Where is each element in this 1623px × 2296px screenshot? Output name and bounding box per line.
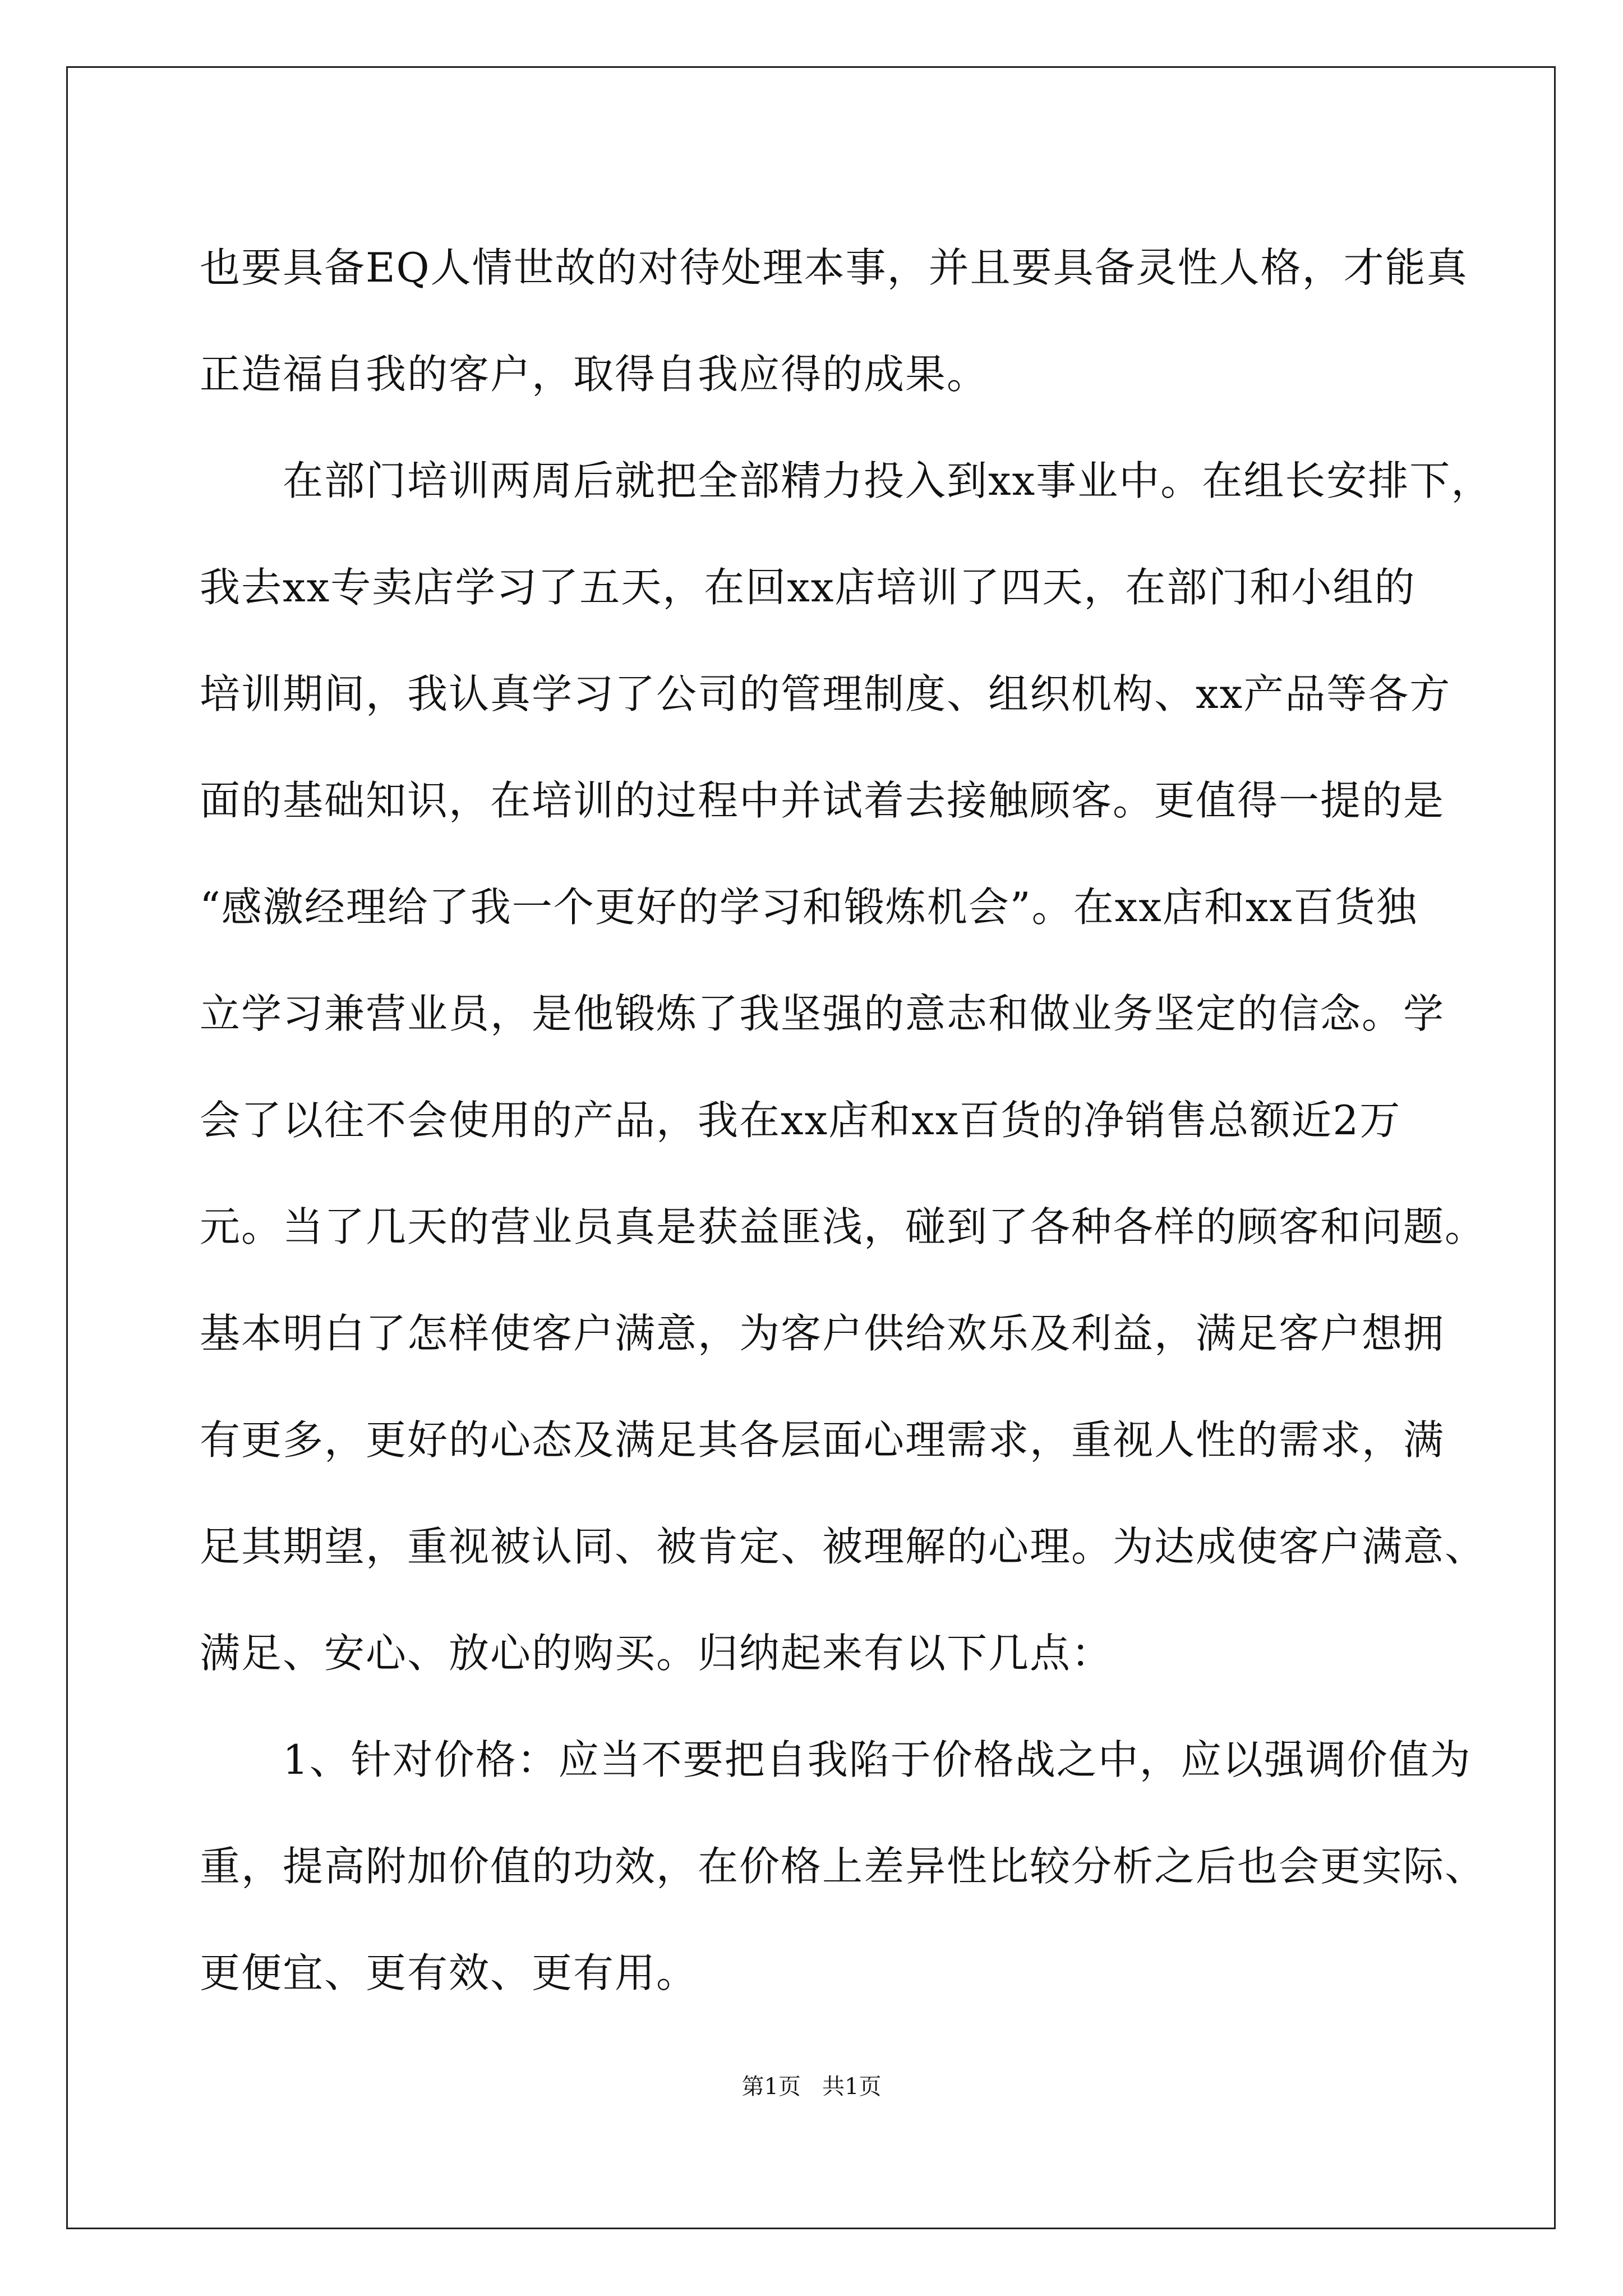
page-number: 第1页 共1页 — [741, 2074, 882, 2100]
text-line: 面的基础知识，在培训的过程中并试着去接触顾客。更值得一提的是 — [200, 777, 1445, 824]
text-line: “感激经理给了我一个更好的学习和锻炼机会”。在xx店和xx百货独 — [200, 884, 1418, 931]
paragraph-start-line: 1、针对价格：应当不要把自我陷于价格战之中，应以强调价值为 — [283, 1736, 1472, 1783]
text-line: 会了以往不会使用的产品，我在xx店和xx百货的净销售总额近2万 — [200, 1097, 1401, 1144]
text-line: 足其期望，重视被认同、被肯定、被理解的心理。为达成使客户满意、 — [200, 1523, 1487, 1570]
document-body — [200, 214, 1493, 2026]
text-line: 培训期间，我认真学习了公司的管理制度、组织机构、xx产品等各方 — [200, 670, 1451, 717]
text-line: 重，提高附加价值的功效，在价格上差异性比较分析之后也会更实际、 — [200, 1843, 1487, 1890]
text-line: 也要具备EQ人情世故的对待处理本事，并且要具备灵性人格，才能真 — [200, 244, 1468, 291]
text-line: 更便宜、更有效、更有用。 — [200, 1949, 698, 1996]
paragraph-start-line: 在部门培训两周后就把全部精力投入到xx事业中。在组长安排下， — [283, 457, 1493, 504]
text-line: 正造福自我的客户，取得自我应得的成果。 — [200, 351, 989, 398]
text-line: 立学习兼营业员，是他锻炼了我坚强的意志和做业务坚定的信念。学 — [200, 990, 1445, 1037]
text-line: 满足、安心、放心的购买。归纳起来有以下几点： — [200, 1630, 1113, 1677]
text-line: 基本明白了怎样使客户满意，为客户供给欢乐及利益，满足客户想拥 — [200, 1310, 1445, 1357]
text-line: 我去xx专卖店学习了五天，在回xx店培训了四天，在部门和小组的 — [200, 564, 1416, 611]
text-line: 元。当了几天的营业员真是获益匪浅，碰到了各种各样的顾客和问题。 — [200, 1203, 1487, 1250]
text-line: 有更多，更好的心态及满足其各层面心理需求，重视人性的需求，满 — [200, 1416, 1445, 1464]
